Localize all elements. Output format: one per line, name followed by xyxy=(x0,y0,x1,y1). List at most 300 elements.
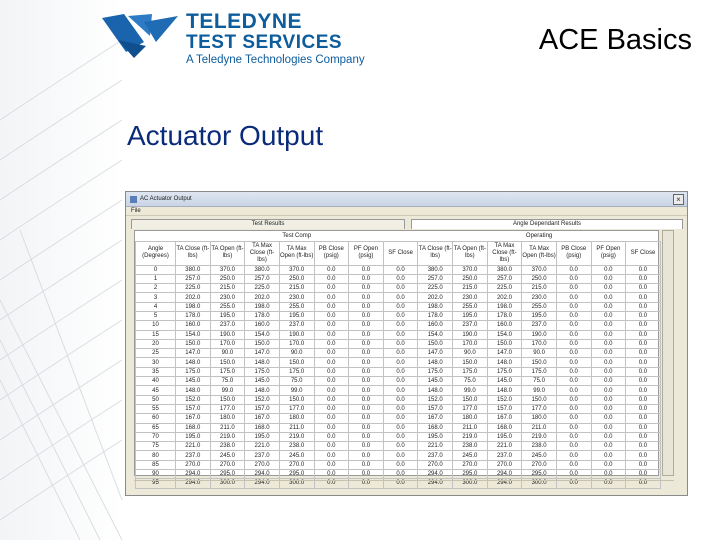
table-cell[interactable]: 380.0 xyxy=(487,265,522,274)
table-cell[interactable]: 380.0 xyxy=(418,265,453,274)
table-cell[interactable]: 0.0 xyxy=(383,395,418,404)
table-row[interactable] xyxy=(136,404,661,413)
table-cell[interactable]: 255.0 xyxy=(522,302,557,311)
table-cell[interactable]: 0.0 xyxy=(383,442,418,451)
table-cell[interactable]: 160.0 xyxy=(245,321,280,330)
table-cell[interactable]: 75 xyxy=(136,442,176,451)
table-cell[interactable]: 154.0 xyxy=(487,330,522,339)
table-cell[interactable]: 0.0 xyxy=(626,349,661,358)
table-cell[interactable]: 147.0 xyxy=(245,349,280,358)
table-cell[interactable]: 150.0 xyxy=(210,358,245,367)
table-cell[interactable]: 0.0 xyxy=(556,274,591,283)
table-cell[interactable]: 0.0 xyxy=(314,321,349,330)
table-cell[interactable]: 178.0 xyxy=(176,311,211,320)
table-cell[interactable]: 0.0 xyxy=(556,395,591,404)
table-cell[interactable]: 300.0 xyxy=(210,479,245,488)
table-cell[interactable]: 230.0 xyxy=(210,293,245,302)
table-cell[interactable]: 0.0 xyxy=(383,293,418,302)
table-cell[interactable]: 75.0 xyxy=(522,377,557,386)
table-cell[interactable]: 0.0 xyxy=(349,358,384,367)
table-cell[interactable]: 0.0 xyxy=(556,321,591,330)
table-cell[interactable]: 150.0 xyxy=(453,395,488,404)
table-cell[interactable]: 150.0 xyxy=(176,339,211,348)
table-cell[interactable]: 180.0 xyxy=(522,414,557,423)
table-cell[interactable]: 195.0 xyxy=(487,432,522,441)
table-cell[interactable]: 380.0 xyxy=(176,265,211,274)
table-row[interactable] xyxy=(136,432,661,441)
table-cell[interactable]: 175.0 xyxy=(418,367,453,376)
table-cell[interactable]: 157.0 xyxy=(487,404,522,413)
table-cell[interactable]: 190.0 xyxy=(210,330,245,339)
table-cell[interactable]: 0.0 xyxy=(626,451,661,460)
table-cell[interactable]: 237.0 xyxy=(279,321,314,330)
table-cell[interactable]: 0.0 xyxy=(314,460,349,469)
table-cell[interactable]: 90 xyxy=(136,470,176,479)
table-cell[interactable]: 0.0 xyxy=(314,442,349,451)
close-button[interactable]: × xyxy=(673,194,684,205)
table-cell[interactable]: 370.0 xyxy=(453,265,488,274)
table-cell[interactable]: 0.0 xyxy=(349,311,384,320)
table-cell[interactable]: 0.0 xyxy=(314,339,349,348)
table-cell[interactable]: 0.0 xyxy=(383,321,418,330)
table-cell[interactable]: 154.0 xyxy=(176,330,211,339)
table-cell[interactable]: 150.0 xyxy=(522,395,557,404)
table-cell[interactable]: 0.0 xyxy=(591,460,626,469)
table-cell[interactable]: 250.0 xyxy=(279,274,314,283)
table-cell[interactable]: 0.0 xyxy=(626,284,661,293)
table-cell[interactable]: 211.0 xyxy=(453,423,488,432)
table-cell[interactable]: 0.0 xyxy=(556,349,591,358)
table-cell[interactable]: 0.0 xyxy=(349,442,384,451)
table-cell[interactable]: 0.0 xyxy=(591,321,626,330)
table-cell[interactable]: 295.0 xyxy=(522,470,557,479)
table-cell[interactable]: 4 xyxy=(136,302,176,311)
table-cell[interactable]: 177.0 xyxy=(453,404,488,413)
table-cell[interactable]: 295.0 xyxy=(453,470,488,479)
table-cell[interactable]: 0.0 xyxy=(626,367,661,376)
table-cell[interactable]: 237.0 xyxy=(245,451,280,460)
table-cell[interactable]: 257.0 xyxy=(418,274,453,283)
table-cell[interactable]: 0.0 xyxy=(556,311,591,320)
table-cell[interactable]: 0.0 xyxy=(591,404,626,413)
table-cell[interactable]: 238.0 xyxy=(453,442,488,451)
table-cell[interactable]: 219.0 xyxy=(210,432,245,441)
table-cell[interactable]: 167.0 xyxy=(418,414,453,423)
table-cell[interactable]: 0.0 xyxy=(383,284,418,293)
table-cell[interactable]: 0.0 xyxy=(349,339,384,348)
table-cell[interactable]: 0.0 xyxy=(383,349,418,358)
table-cell[interactable]: 0.0 xyxy=(591,265,626,274)
table-cell[interactable]: 294.0 xyxy=(487,479,522,488)
table-cell[interactable]: 0.0 xyxy=(556,451,591,460)
table-cell[interactable]: 380.0 xyxy=(245,265,280,274)
table-cell[interactable]: 0.0 xyxy=(383,432,418,441)
table-cell[interactable]: 0.0 xyxy=(314,404,349,413)
table-row[interactable] xyxy=(136,451,661,460)
table-cell[interactable]: 0.0 xyxy=(383,479,418,488)
table-cell[interactable]: 0.0 xyxy=(591,284,626,293)
table-cell[interactable]: 198.0 xyxy=(487,302,522,311)
table-cell[interactable]: 211.0 xyxy=(522,423,557,432)
table-cell[interactable]: 0.0 xyxy=(349,451,384,460)
table-cell[interactable]: 0.0 xyxy=(556,479,591,488)
table-cell[interactable]: 230.0 xyxy=(453,293,488,302)
table-cell[interactable]: 215.0 xyxy=(453,284,488,293)
table-cell[interactable]: 0.0 xyxy=(591,293,626,302)
table-cell[interactable]: 0.0 xyxy=(383,311,418,320)
table-cell[interactable]: 0.0 xyxy=(626,358,661,367)
table-cell[interactable]: 0.0 xyxy=(349,460,384,469)
table-cell[interactable]: 0.0 xyxy=(556,284,591,293)
table-cell[interactable]: 50 xyxy=(136,395,176,404)
table-cell[interactable]: 0.0 xyxy=(626,414,661,423)
table-cell[interactable]: 0.0 xyxy=(383,265,418,274)
table-cell[interactable]: 5 xyxy=(136,311,176,320)
table-cell[interactable]: 0.0 xyxy=(556,367,591,376)
table-cell[interactable]: 148.0 xyxy=(176,386,211,395)
table-cell[interactable]: 225.0 xyxy=(418,284,453,293)
table-cell[interactable]: 45 xyxy=(136,386,176,395)
table-cell[interactable]: 0.0 xyxy=(626,386,661,395)
table-cell[interactable]: 221.0 xyxy=(487,442,522,451)
table-cell[interactable]: 0.0 xyxy=(349,386,384,395)
table-cell[interactable]: 175.0 xyxy=(279,367,314,376)
table-cell[interactable]: 80 xyxy=(136,451,176,460)
table-row[interactable] xyxy=(136,265,661,274)
column-header[interactable]: SF Close xyxy=(626,241,661,265)
table-cell[interactable]: 211.0 xyxy=(210,423,245,432)
table-cell[interactable]: 154.0 xyxy=(418,330,453,339)
table-cell[interactable]: 0.0 xyxy=(626,293,661,302)
table-cell[interactable]: 147.0 xyxy=(487,349,522,358)
table-cell[interactable]: 99.0 xyxy=(453,386,488,395)
table-cell[interactable]: 160.0 xyxy=(487,321,522,330)
column-header[interactable]: Angle (Degrees) xyxy=(136,241,176,265)
table-cell[interactable]: 294.0 xyxy=(176,470,211,479)
table-cell[interactable]: 237.0 xyxy=(522,321,557,330)
table-cell[interactable]: 0.0 xyxy=(349,395,384,404)
table-cell[interactable]: 238.0 xyxy=(279,442,314,451)
table-cell[interactable]: 294.0 xyxy=(245,470,280,479)
table-cell[interactable]: 148.0 xyxy=(487,358,522,367)
table-cell[interactable]: 75.0 xyxy=(453,377,488,386)
table-cell[interactable]: 0.0 xyxy=(591,451,626,460)
table-cell[interactable]: 0.0 xyxy=(626,432,661,441)
vertical-scrollbar[interactable] xyxy=(662,230,674,476)
table-cell[interactable]: 148.0 xyxy=(418,358,453,367)
table-cell[interactable]: 0.0 xyxy=(383,274,418,283)
table-cell[interactable]: 0.0 xyxy=(314,330,349,339)
table-cell[interactable]: 150.0 xyxy=(453,358,488,367)
table-cell[interactable]: 221.0 xyxy=(245,442,280,451)
table-cell[interactable]: 0.0 xyxy=(314,367,349,376)
table-cell[interactable]: 99.0 xyxy=(522,386,557,395)
table-cell[interactable]: 170.0 xyxy=(453,339,488,348)
table-cell[interactable]: 0.0 xyxy=(626,321,661,330)
table-cell[interactable]: 0.0 xyxy=(591,367,626,376)
table-cell[interactable]: 0.0 xyxy=(556,358,591,367)
table-cell[interactable]: 0.0 xyxy=(314,377,349,386)
table-cell[interactable]: 294.0 xyxy=(176,479,211,488)
table-cell[interactable]: 0.0 xyxy=(383,404,418,413)
table-cell[interactable]: 0.0 xyxy=(383,377,418,386)
table-cell[interactable]: 0.0 xyxy=(626,311,661,320)
table-cell[interactable]: 225.0 xyxy=(176,284,211,293)
table-cell[interactable]: 0.0 xyxy=(556,330,591,339)
table-row[interactable] xyxy=(136,339,661,348)
table-cell[interactable]: 152.0 xyxy=(245,395,280,404)
table-cell[interactable]: 0.0 xyxy=(314,274,349,283)
table-cell[interactable]: 0.0 xyxy=(383,367,418,376)
column-header[interactable]: TA Close (ft-lbs) xyxy=(176,241,211,265)
table-cell[interactable]: 255.0 xyxy=(210,302,245,311)
table-cell[interactable]: 0.0 xyxy=(383,423,418,432)
column-header[interactable]: TA Open (ft-lbs) xyxy=(210,241,245,265)
table-cell[interactable]: 148.0 xyxy=(418,386,453,395)
table-cell[interactable]: 0.0 xyxy=(626,274,661,283)
table-row[interactable] xyxy=(136,311,661,320)
table-cell[interactable]: 198.0 xyxy=(245,302,280,311)
table-cell[interactable]: 0.0 xyxy=(383,414,418,423)
table-cell[interactable]: 0.0 xyxy=(626,442,661,451)
table-cell[interactable]: 195.0 xyxy=(453,311,488,320)
table-cell[interactable]: 0.0 xyxy=(314,265,349,274)
table-cell[interactable]: 195.0 xyxy=(279,311,314,320)
table-cell[interactable]: 0.0 xyxy=(626,423,661,432)
table-cell[interactable]: 245.0 xyxy=(453,451,488,460)
table-cell[interactable]: 168.0 xyxy=(487,423,522,432)
table-row[interactable] xyxy=(136,330,661,339)
table-cell[interactable]: 177.0 xyxy=(210,404,245,413)
table-cell[interactable]: 0.0 xyxy=(349,377,384,386)
window-titlebar[interactable] xyxy=(126,192,687,207)
table-cell[interactable]: 0.0 xyxy=(349,321,384,330)
table-cell[interactable]: 294.0 xyxy=(418,470,453,479)
table-cell[interactable]: 0.0 xyxy=(314,423,349,432)
table-cell[interactable]: 255.0 xyxy=(453,302,488,311)
tab-test-results[interactable]: Test Results xyxy=(131,219,405,229)
table-cell[interactable]: 0.0 xyxy=(314,358,349,367)
table-cell[interactable]: 270.0 xyxy=(487,460,522,469)
table-cell[interactable]: 215.0 xyxy=(210,284,245,293)
table-row[interactable] xyxy=(136,274,661,283)
table-cell[interactable]: 0.0 xyxy=(349,349,384,358)
table-cell[interactable]: 0.0 xyxy=(556,460,591,469)
column-header[interactable]: TA Open (ft-lbs) xyxy=(453,241,488,265)
column-header[interactable]: TA Max Open (ft-lbs) xyxy=(279,241,314,265)
table-cell[interactable]: 0.0 xyxy=(314,284,349,293)
table-cell[interactable]: 167.0 xyxy=(245,414,280,423)
table-cell[interactable]: 154.0 xyxy=(245,330,280,339)
table-cell[interactable]: 35 xyxy=(136,367,176,376)
table-row[interactable] xyxy=(136,321,661,330)
table-cell[interactable]: 237.0 xyxy=(210,321,245,330)
table-cell[interactable]: 177.0 xyxy=(522,404,557,413)
table-cell[interactable]: 152.0 xyxy=(487,395,522,404)
table-cell[interactable]: 0.0 xyxy=(383,451,418,460)
table-cell[interactable]: 175.0 xyxy=(453,367,488,376)
table-cell[interactable]: 152.0 xyxy=(176,395,211,404)
column-header[interactable]: PF Open (psig) xyxy=(349,241,384,265)
table-cell[interactable]: 0.0 xyxy=(591,311,626,320)
table-cell[interactable]: 0.0 xyxy=(349,284,384,293)
table-cell[interactable]: 0.0 xyxy=(591,339,626,348)
table-cell[interactable]: 370.0 xyxy=(522,265,557,274)
table-cell[interactable]: 370.0 xyxy=(279,265,314,274)
table-row[interactable] xyxy=(136,349,661,358)
table-cell[interactable]: 0.0 xyxy=(626,404,661,413)
table-cell[interactable]: 0.0 xyxy=(314,479,349,488)
table-cell[interactable]: 150.0 xyxy=(418,339,453,348)
table-cell[interactable]: 147.0 xyxy=(176,349,211,358)
table-cell[interactable]: 0.0 xyxy=(591,442,626,451)
table-cell[interactable]: 0.0 xyxy=(626,339,661,348)
table-cell[interactable]: 0.0 xyxy=(556,293,591,302)
table-cell[interactable]: 70 xyxy=(136,432,176,441)
table-cell[interactable]: 294.0 xyxy=(418,479,453,488)
column-header[interactable]: SF Close xyxy=(383,241,418,265)
table-cell[interactable]: 0.0 xyxy=(349,479,384,488)
table-row[interactable] xyxy=(136,470,661,479)
table-cell[interactable]: 215.0 xyxy=(522,284,557,293)
table-cell[interactable]: 0.0 xyxy=(626,460,661,469)
table-cell[interactable]: 0.0 xyxy=(556,442,591,451)
table-cell[interactable]: 0.0 xyxy=(349,265,384,274)
menu-file[interactable]: File xyxy=(131,208,141,214)
table-cell[interactable]: 0.0 xyxy=(349,367,384,376)
table-cell[interactable]: 238.0 xyxy=(210,442,245,451)
table-cell[interactable]: 175.0 xyxy=(487,367,522,376)
column-header[interactable]: PB Close (psig) xyxy=(314,241,349,265)
table-cell[interactable]: 300.0 xyxy=(279,479,314,488)
table-cell[interactable]: 202.0 xyxy=(487,293,522,302)
table-row[interactable] xyxy=(136,386,661,395)
table-cell[interactable]: 170.0 xyxy=(522,339,557,348)
table-cell[interactable]: 25 xyxy=(136,349,176,358)
table-cell[interactable]: 148.0 xyxy=(245,386,280,395)
table-cell[interactable]: 0.0 xyxy=(314,311,349,320)
table-cell[interactable]: 0.0 xyxy=(591,386,626,395)
table-cell[interactable]: 177.0 xyxy=(279,404,314,413)
table-row[interactable] xyxy=(136,284,661,293)
table-cell[interactable]: 0.0 xyxy=(314,302,349,311)
table-cell[interactable]: 195.0 xyxy=(522,311,557,320)
table-cell[interactable]: 238.0 xyxy=(522,442,557,451)
table-cell[interactable]: 211.0 xyxy=(279,423,314,432)
table-cell[interactable]: 0.0 xyxy=(591,274,626,283)
table-cell[interactable]: 180.0 xyxy=(210,414,245,423)
table-cell[interactable]: 30 xyxy=(136,358,176,367)
table-cell[interactable]: 0.0 xyxy=(626,330,661,339)
table-row[interactable] xyxy=(136,293,661,302)
table-cell[interactable]: 99.0 xyxy=(279,386,314,395)
table-cell[interactable]: 225.0 xyxy=(245,284,280,293)
table-cell[interactable]: 178.0 xyxy=(418,311,453,320)
table-cell[interactable]: 219.0 xyxy=(522,432,557,441)
table-cell[interactable]: 178.0 xyxy=(487,311,522,320)
table-cell[interactable]: 0.0 xyxy=(314,432,349,441)
table-cell[interactable]: 0.0 xyxy=(314,470,349,479)
table-cell[interactable]: 75.0 xyxy=(210,377,245,386)
column-header[interactable]: PF Open (psig) xyxy=(591,241,626,265)
table-cell[interactable]: 0.0 xyxy=(556,432,591,441)
table-cell[interactable]: 190.0 xyxy=(279,330,314,339)
table-cell[interactable]: 190.0 xyxy=(522,330,557,339)
table-cell[interactable]: 195.0 xyxy=(210,311,245,320)
table-cell[interactable]: 0.0 xyxy=(314,349,349,358)
table-cell[interactable]: 0.0 xyxy=(626,395,661,404)
table-cell[interactable]: 0.0 xyxy=(556,377,591,386)
table-cell[interactable]: 145.0 xyxy=(418,377,453,386)
table-cell[interactable]: 270.0 xyxy=(453,460,488,469)
table-cell[interactable]: 157.0 xyxy=(245,404,280,413)
table-cell[interactable]: 148.0 xyxy=(176,358,211,367)
table-cell[interactable]: 150.0 xyxy=(279,358,314,367)
table-cell[interactable]: 0.0 xyxy=(591,349,626,358)
table-cell[interactable]: 145.0 xyxy=(176,377,211,386)
table-cell[interactable]: 245.0 xyxy=(522,451,557,460)
table-cell[interactable]: 0.0 xyxy=(591,414,626,423)
table-row[interactable] xyxy=(136,414,661,423)
table-cell[interactable]: 175.0 xyxy=(522,367,557,376)
table-cell[interactable]: 257.0 xyxy=(176,274,211,283)
table-cell[interactable]: 90.0 xyxy=(210,349,245,358)
table-cell[interactable]: 0.0 xyxy=(556,302,591,311)
table-cell[interactable]: 160.0 xyxy=(176,321,211,330)
table-cell[interactable]: 225.0 xyxy=(487,284,522,293)
table-cell[interactable]: 0.0 xyxy=(349,423,384,432)
table-cell[interactable]: 270.0 xyxy=(210,460,245,469)
table-cell[interactable]: 157.0 xyxy=(418,404,453,413)
table-cell[interactable]: 0.0 xyxy=(349,404,384,413)
table-cell[interactable]: 95 xyxy=(136,479,176,488)
table-cell[interactable]: 180.0 xyxy=(279,414,314,423)
table-cell[interactable]: 167.0 xyxy=(176,414,211,423)
table-cell[interactable]: 0 xyxy=(136,265,176,274)
table-cell[interactable]: 250.0 xyxy=(453,274,488,283)
table-cell[interactable]: 0.0 xyxy=(383,386,418,395)
table-cell[interactable]: 215.0 xyxy=(279,284,314,293)
table-cell[interactable]: 10 xyxy=(136,321,176,330)
table-cell[interactable]: 195.0 xyxy=(245,432,280,441)
table-cell[interactable]: 65 xyxy=(136,423,176,432)
table-cell[interactable]: 150.0 xyxy=(210,395,245,404)
tab-angle-dependant-results[interactable]: Angle Dependant Results xyxy=(411,219,683,229)
table-cell[interactable]: 0.0 xyxy=(349,470,384,479)
table-cell[interactable]: 0.0 xyxy=(383,302,418,311)
table-cell[interactable]: 0.0 xyxy=(591,470,626,479)
table-cell[interactable]: 190.0 xyxy=(453,330,488,339)
table-cell[interactable]: 168.0 xyxy=(245,423,280,432)
table-cell[interactable]: 0.0 xyxy=(383,330,418,339)
table-cell[interactable]: 221.0 xyxy=(418,442,453,451)
table-cell[interactable]: 0.0 xyxy=(591,432,626,441)
table-cell[interactable]: 40 xyxy=(136,377,176,386)
table-cell[interactable]: 55 xyxy=(136,404,176,413)
table-cell[interactable]: 148.0 xyxy=(245,358,280,367)
table-cell[interactable]: 257.0 xyxy=(245,274,280,283)
table-cell[interactable]: 221.0 xyxy=(176,442,211,451)
table-cell[interactable]: 0.0 xyxy=(383,460,418,469)
table-row[interactable] xyxy=(136,395,661,404)
table-cell[interactable]: 0.0 xyxy=(591,377,626,386)
table-cell[interactable]: 0.0 xyxy=(349,302,384,311)
table-cell[interactable]: 270.0 xyxy=(245,460,280,469)
table-cell[interactable]: 294.0 xyxy=(245,479,280,488)
table-cell[interactable]: 0.0 xyxy=(556,265,591,274)
table-row[interactable] xyxy=(136,358,661,367)
table-cell[interactable]: 0.0 xyxy=(349,432,384,441)
